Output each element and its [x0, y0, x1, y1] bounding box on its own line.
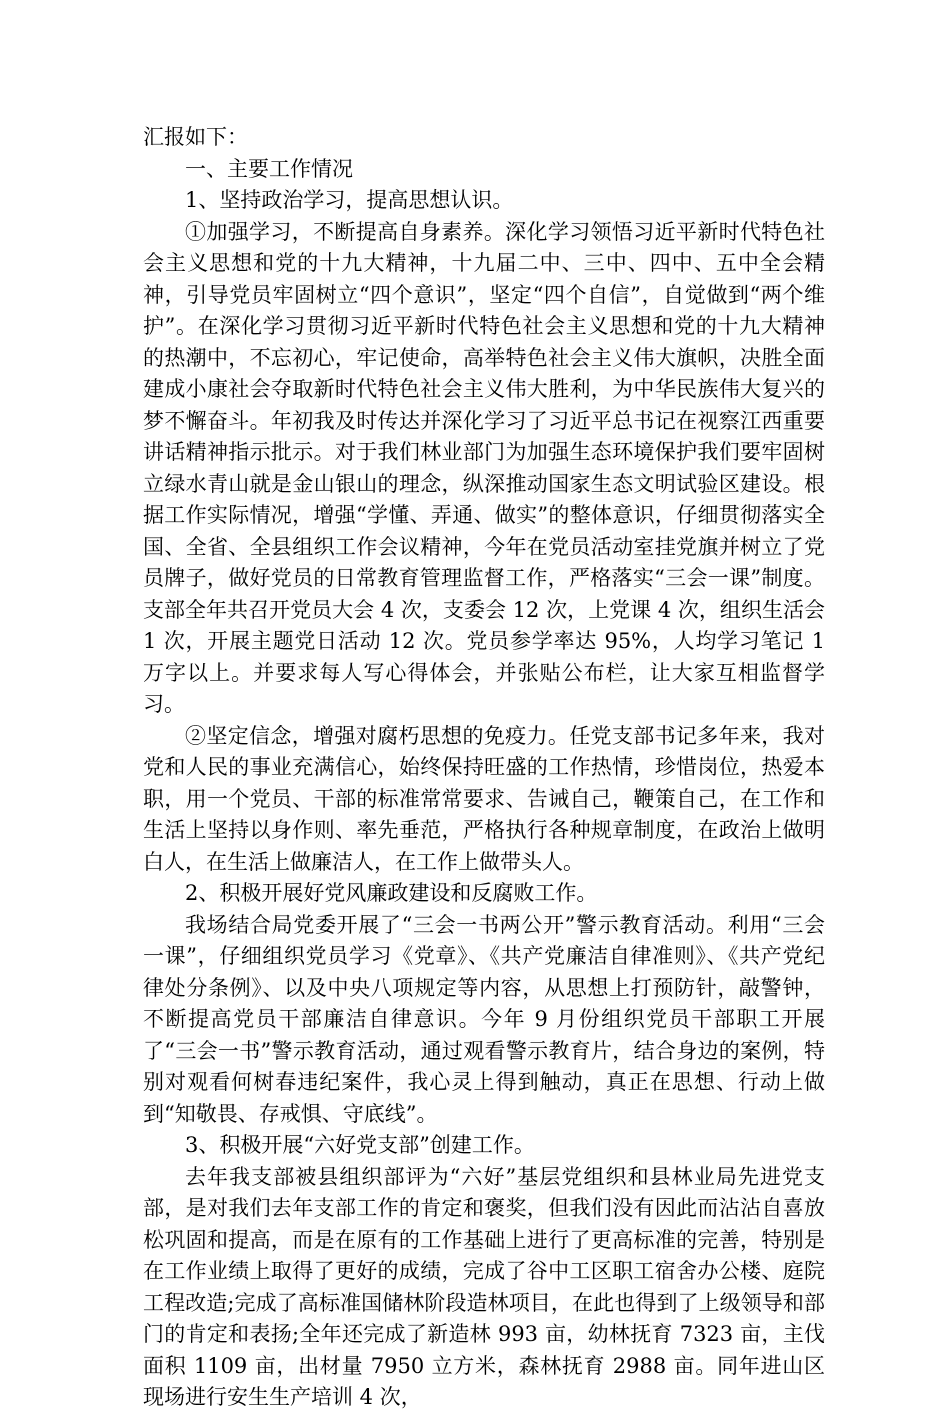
paragraph-study: ①加强学习，不断提高自身素养。深化学习领悟习近平新时代特色社会主义思想和党的十九大精神，十九届二中、三中、四中、五中全会精神，引导党员牢固树立“四个意识”，坚定“四个自信”，自觉做到“两个维护”。在深化学习贯彻习近平新时代特色社会主义思想和党的十九大精神的热潮中，不忘初心，牢记使命，高举特色社会主义伟大旗帜，决胜全面建成小康社会夺取新时代特色社会主义伟大胜利，为中华民族伟大复兴的梦不懈奋斗。年初我及时传达并深化学习了习近平总书记在视察江西重要讲话精神指示批示。对于我们林业部门为加强生态环境保护我们要牢固树立绿水青山就是金山银山的理念，纵深推动国家生态文明试验区建设。根据工作实际情况，增强“学懂、弄通、做实”的整体意识，仔细贯彻落实全国、全省、全县组织工作会议精神，今年在党员活动室挂党旗并树立了党员牌子，做好党员的日常教育管理监督工作，严格落实“三会一课”制度。支部全年共召开党员大会 4 次，支委会 12 次，上党课 4 次，组织生活会 1 次，开展主题党日活动 12 次。党员参学率达 95%，人均学习笔记 1 万字以上。并要求每人写心得体会，并张贴公布栏，让大家互相监督学习。	[143, 219, 825, 716]
paragraph-six-good-branch: 去年我支部被县组织部评为“六好”基层党组织和县林业局先进党支部，是对我们去年支部工作的肯定和褒奖，但我们没有因此而沾沾自喜放松巩固和提高，而是在原有的工作基础上进行了更高标准的完善，特别是在工作业绩上取得了更好的成绩，完成了谷中工区职工宿舍办公楼、庭院工程改造;完成了高标准国储林阶段造林项目，在此也得到了上级领导和部门的肯定和表扬;全年还完成了新造林 993 亩，幼林抚育 7323 亩，主伐面积 1109 亩，出材量 7950 立方米，森林抚育 2988 亩。同年进山区现场进行安生生产培训 4 次，	[143, 1164, 825, 1409]
heading-subsection-1: 1、坚持政治学习，提高思想认识。	[185, 188, 514, 212]
paragraph-belief: ②坚定信念，增强对腐朽思想的免疫力。任党支部书记多年来，我对党和人民的事业充满信心，始终保持旺盛的工作热情，珍惜岗位，热爱本职，用一个党员、干部的标准常常要求、告诫自己，鞭策自己，在工作和生活上坚持以身作则、率先垂范，严格执行各种规章制度，在政治上做明白人，在生活上做廉洁人，在工作上做带头人。	[143, 723, 825, 874]
heading-section-1: 一、主要工作情况	[185, 156, 353, 181]
heading-subsection-3: 3、积极开展“六好党支部”创建工作。	[185, 1133, 535, 1157]
document-body	[143, 122, 825, 1414]
paragraph-anticorruption: 我场结合局党委开展了“三会一书两公开”警示教育活动。利用“三会一课”，仔细组织党员学习《党章》、《共产党廉洁自律准则》、《共产党纪律处分条例》、以及中央八项规定等内容，从思想上打预防针，敲警钟，不断提高党员干部廉洁自律意识。今年 9 月份组织党员干部职工开展了“三会一书”警示教育活动，通过观看警示教育片，结合身边的案例，特别对观看何树春违纪案件，我心灵上得到触动，真正在思想、行动上做到“知敬畏、存戒惧、守底线”。	[143, 912, 825, 1126]
paragraph-intro: 汇报如下：	[143, 125, 248, 149]
heading-subsection-2: 2、积极开展好党风廉政建设和反腐败工作。	[185, 881, 598, 905]
